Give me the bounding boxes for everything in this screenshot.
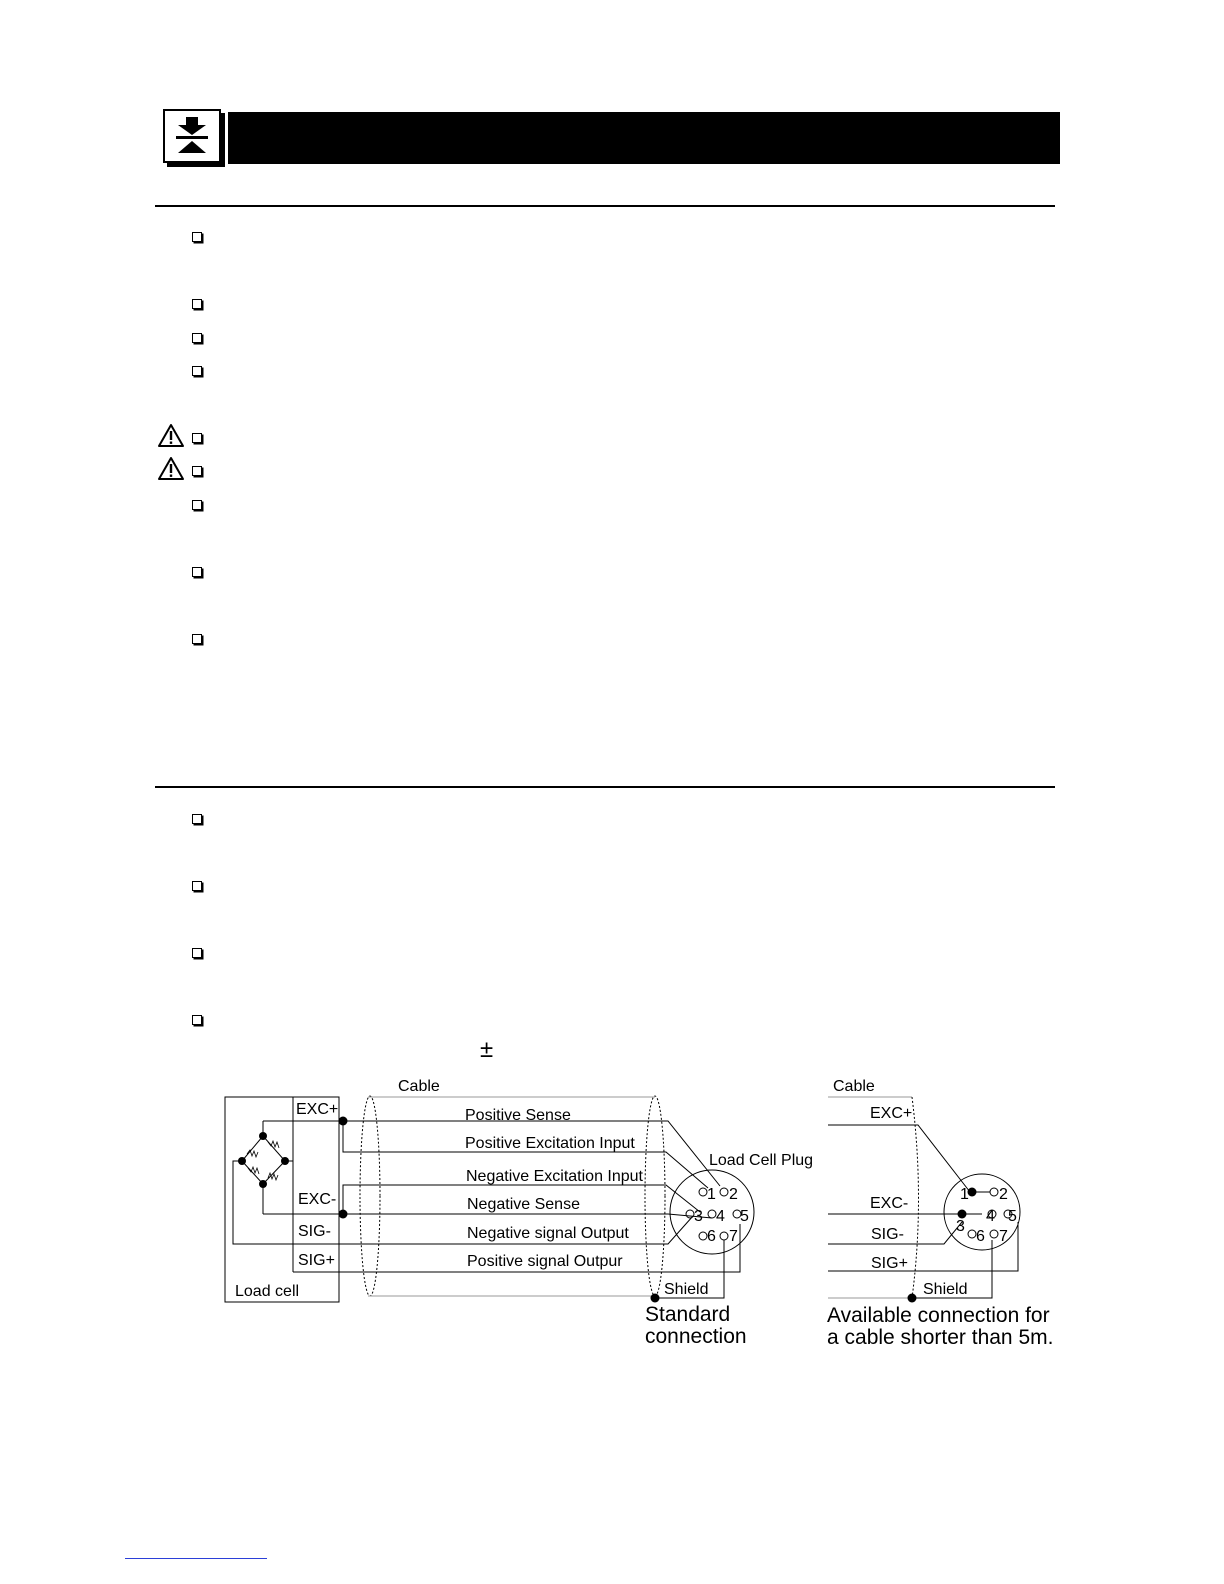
pin-label: 4 — [716, 1208, 725, 1225]
terminal-label: SIG- — [871, 1226, 904, 1243]
caption-short-cable-2: a cable shorter than 5m. — [827, 1326, 1054, 1349]
terminal-label: EXC+ — [870, 1105, 913, 1122]
terminal-label: EXC- — [298, 1191, 337, 1208]
cable-label: Cable — [833, 1078, 875, 1095]
load-cell-label: Load cell — [235, 1283, 300, 1300]
wire-label: Positive Sense — [465, 1107, 571, 1124]
caption-short-cable-1: Available connection for — [827, 1304, 1050, 1327]
terminal-label: SIG+ — [298, 1252, 335, 1269]
caption-standard-2: connection — [645, 1325, 747, 1348]
terminal-label: EXC- — [870, 1195, 909, 1212]
shield-label: Shield — [923, 1281, 968, 1298]
pin-label: 1 — [960, 1186, 969, 1203]
pin-label: 3 — [694, 1208, 703, 1225]
pin-label: 7 — [729, 1228, 738, 1245]
footer-link-underline — [125, 1558, 267, 1559]
terminal-label: EXC+ — [296, 1101, 339, 1118]
pin-label: 6 — [707, 1228, 716, 1245]
wire-label: Negative signal Output — [467, 1225, 629, 1242]
wire-label: Negative Sense — [467, 1196, 580, 1213]
terminal-label: SIG- — [298, 1223, 331, 1240]
wire-label: Positive Excitation Input — [465, 1135, 635, 1152]
wire-label: Positive signal Outpur — [467, 1253, 623, 1270]
pin-label: 1 — [707, 1186, 716, 1203]
pin-label: 7 — [999, 1228, 1008, 1245]
plus-minus-symbol: ± — [480, 1036, 494, 1063]
pin-label: 4 — [986, 1208, 995, 1225]
pin-label: 6 — [976, 1228, 985, 1245]
pin-label: 3 — [956, 1218, 965, 1235]
pin-label: 5 — [740, 1208, 749, 1225]
plug-label: Load Cell Plug — [709, 1152, 814, 1169]
pin-label: 2 — [999, 1186, 1008, 1203]
pin-label: 5 — [1008, 1208, 1017, 1225]
pin-label: 2 — [729, 1186, 738, 1203]
terminal-label: SIG+ — [871, 1255, 908, 1272]
shield-label: Shield — [664, 1281, 709, 1298]
cable-label: Cable — [398, 1078, 440, 1095]
wire-label: Negative Excitation Input — [466, 1168, 643, 1185]
caption-standard-1: Standard — [645, 1303, 731, 1326]
